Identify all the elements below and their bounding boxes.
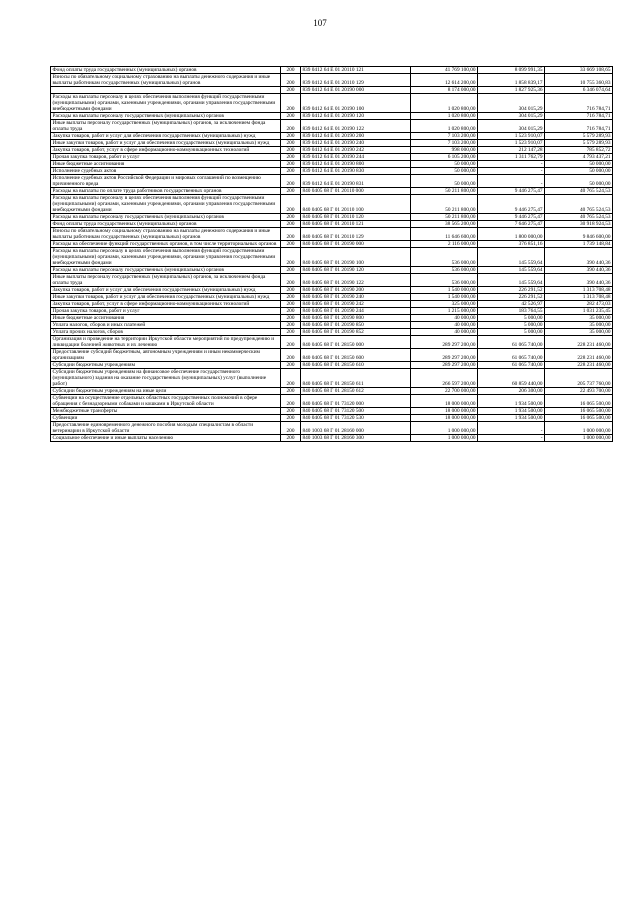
- row-name-cell: Предоставление единовременного денежного пособия молодым специалистам в области ветеринарии в Иркутской области: [51, 422, 281, 435]
- row-unexecuted-amount-cell: 716 784,71: [545, 94, 613, 113]
- row-approved-amount-cell: 41 769 100,00: [411, 67, 478, 74]
- row-approved-amount-cell: 7 103 200,00: [411, 140, 478, 147]
- row-name-cell: Иные закупки товаров, работ и услуг для обеспечения государственных (муниципальных) нужд: [51, 140, 281, 147]
- row-admin-code-cell: 200: [281, 274, 301, 287]
- row-unexecuted-amount-cell: 16 065 500,00: [545, 395, 613, 408]
- row-name-cell: Субсидии бюджетным учреждениям: [51, 362, 281, 369]
- row-executed-amount-cell: 1 934 500,00: [478, 415, 545, 422]
- row-name-cell: [51, 87, 281, 94]
- table-row: [51, 422, 613, 435]
- row-approved-amount-cell: 12 614 200,00: [411, 74, 478, 87]
- row-admin-code-cell: 200: [281, 294, 301, 301]
- row-name-cell: Закупка товаров, работ и услуг для обеспечения государственных (муниципальных) нужд: [51, 287, 281, 294]
- table-row: [51, 315, 613, 322]
- row-classification-code-cell: 839 0412 64 Е 01 20190 800: [301, 161, 411, 168]
- row-classification-code-cell: 839 0412 64 Е 01 20190 200: [301, 133, 411, 140]
- row-admin-code-cell: 200: [281, 241, 301, 248]
- row-classification-code-cell: 839 0412 64 Е 01 20190 240: [301, 140, 411, 147]
- table-row: [51, 267, 613, 274]
- row-unexecuted-amount-cell: 30 918 924,53: [545, 221, 613, 228]
- row-approved-amount-cell: 1 000 000,00: [411, 435, 478, 442]
- row-name-cell: Закупка товаров, работ, услуг в сфере информационно-коммуникационных технологий: [51, 147, 281, 154]
- table-row: [51, 147, 613, 154]
- row-classification-code-cell: 840 0405 68 Г 01 20190 852: [301, 329, 411, 336]
- row-approved-amount-cell: 50 211 800,00: [411, 195, 478, 214]
- table-row: [51, 228, 613, 241]
- row-admin-code-cell: 200: [281, 113, 301, 120]
- row-classification-code-cell: 840 0405 68 Г 01 73120 000: [301, 395, 411, 408]
- row-unexecuted-amount-cell: 785 852,72: [545, 147, 613, 154]
- row-classification-code-cell: 840 0405 68 Г 01 28150 611: [301, 369, 411, 388]
- row-executed-amount-cell: 7 646 275,47: [478, 221, 545, 228]
- row-classification-code-cell: 840 0405 68 Г 01 20190 850: [301, 322, 411, 329]
- table-row: [51, 308, 613, 315]
- row-admin-code-cell: 200: [281, 147, 301, 154]
- row-admin-code-cell: 200: [281, 221, 301, 228]
- row-approved-amount-cell: 7 103 200,00: [411, 133, 478, 140]
- row-approved-amount-cell: 289 297 200,00: [411, 362, 478, 369]
- row-executed-amount-cell: -: [478, 168, 545, 175]
- row-approved-amount-cell: 998 000,00: [411, 147, 478, 154]
- row-unexecuted-amount-cell: 390 440,36: [545, 274, 613, 287]
- table-row: [51, 94, 613, 113]
- row-approved-amount-cell: 1 020 800,00: [411, 94, 478, 113]
- row-admin-code-cell: 200: [281, 175, 301, 188]
- row-executed-amount-cell: 376 851,16: [478, 241, 545, 248]
- row-unexecuted-amount-cell: 33 669 108,65: [545, 67, 613, 74]
- row-admin-code-cell: 200: [281, 140, 301, 147]
- row-executed-amount-cell: 61 065 740,00: [478, 362, 545, 369]
- row-name-cell: Уплата прочих налогов, сборов: [51, 329, 281, 336]
- row-classification-code-cell: 840 0405 68 Г 01 73120 530: [301, 415, 411, 422]
- row-name-cell: Субвенции на осуществление отдельных областных государственных полномочий в сфере обращения с безнадзорными собаками и кошками в Иркутской области: [51, 395, 281, 408]
- row-admin-code-cell: 200: [281, 336, 301, 349]
- row-classification-code-cell: 840 0405 68 Г 01 20190 244: [301, 308, 411, 315]
- table-row: [51, 248, 613, 267]
- table-row: [51, 336, 613, 349]
- row-classification-code-cell: 840 0405 68 Г 01 20110 100: [301, 195, 411, 214]
- row-approved-amount-cell: 50 000,00: [411, 161, 478, 168]
- row-name-cell: Иные бюджетные ассигнования: [51, 315, 281, 322]
- table-row: [51, 287, 613, 294]
- table-row: [51, 175, 613, 188]
- row-admin-code-cell: 200: [281, 415, 301, 422]
- row-approved-amount-cell: 536 000,00: [411, 274, 478, 287]
- row-executed-amount-cell: 1 523 910,07: [478, 133, 545, 140]
- row-unexecuted-amount-cell: 16 065 500,00: [545, 408, 613, 415]
- row-classification-code-cell: 839 0412 64 Е 01 20110 121: [301, 67, 411, 74]
- row-approved-amount-cell: 1 540 000,00: [411, 287, 478, 294]
- row-approved-amount-cell: 18 000 000,00: [411, 415, 478, 422]
- row-name-cell: Расходы на выплаты персоналу в целях обеспечения выполнения функций государственными (муниципальными) органами, казенными учреждениями, органами управления государственными внебюджетными фондами: [51, 248, 281, 267]
- row-name-cell: Взносы по обязательному социальному страхованию на выплаты денежного содержания и иные выплаты работникам государственных (муниципальных) органов: [51, 74, 281, 87]
- row-unexecuted-amount-cell: 40 765 524,53: [545, 195, 613, 214]
- row-unexecuted-amount-cell: 228 231 460,00: [545, 362, 613, 369]
- row-executed-amount-cell: 145 559,64: [478, 274, 545, 287]
- row-unexecuted-amount-cell: 9 846 600,00: [545, 228, 613, 241]
- table-row: [51, 415, 613, 422]
- table-row: [51, 120, 613, 133]
- row-executed-amount-cell: -: [478, 435, 545, 442]
- row-executed-amount-cell: 145 559,64: [478, 248, 545, 267]
- row-executed-amount-cell: -: [478, 161, 545, 168]
- page-number: 107: [313, 18, 327, 28]
- row-classification-code-cell: 840 0405 68 Г 01 20190 122: [301, 274, 411, 287]
- table-row: [51, 369, 613, 388]
- row-executed-amount-cell: 226 291,52: [478, 294, 545, 301]
- row-executed-amount-cell: 304 015,29: [478, 113, 545, 120]
- budget-table-body: [51, 67, 613, 442]
- row-admin-code-cell: 200: [281, 322, 301, 329]
- row-approved-amount-cell: 40 000,00: [411, 329, 478, 336]
- row-admin-code-cell: 200: [281, 161, 301, 168]
- row-approved-amount-cell: 50 000,00: [411, 168, 478, 175]
- row-name-cell: Взносы по обязательному социальному страхованию на выплаты денежного содержания и иные выплаты работникам государственных (муниципальных) органов: [51, 228, 281, 241]
- row-unexecuted-amount-cell: 40 765 524,53: [545, 188, 613, 195]
- row-classification-code-cell: 840 0405 68 Г 01 20190 200: [301, 287, 411, 294]
- row-name-cell: Фонд оплаты труда государственных (муниципальных) органов: [51, 67, 281, 74]
- table-row: [51, 301, 613, 308]
- table-row: [51, 408, 613, 415]
- row-executed-amount-cell: 8 099 991,35: [478, 67, 545, 74]
- row-admin-code-cell: 200: [281, 315, 301, 322]
- row-classification-code-cell: 840 0405 68 Г 01 20110 000: [301, 188, 411, 195]
- row-name-cell: Расходы на обеспечение функций государственных органов, в том числе территориальных органов: [51, 241, 281, 248]
- row-unexecuted-amount-cell: 22 493 700,00: [545, 388, 613, 395]
- row-approved-amount-cell: 1 000 000,00: [411, 422, 478, 435]
- row-admin-code-cell: 200: [281, 349, 301, 362]
- row-unexecuted-amount-cell: 6 346 074,64: [545, 87, 613, 94]
- row-admin-code-cell: 200: [281, 94, 301, 113]
- row-classification-code-cell: 840 0405 68 Г 01 28150 610: [301, 362, 411, 369]
- row-admin-code-cell: 200: [281, 67, 301, 74]
- row-classification-code-cell: 840 0405 68 Г 01 20190 000: [301, 241, 411, 248]
- row-executed-amount-cell: 61 065 740,00: [478, 336, 545, 349]
- row-admin-code-cell: 200: [281, 87, 301, 94]
- row-admin-code-cell: 200: [281, 388, 301, 395]
- row-name-cell: Субсидии бюджетным учреждениям на финансовое обеспечение государственного (муниципального) задания на оказание государственных (муниципальных) услуг (выполнение работ): [51, 369, 281, 388]
- row-unexecuted-amount-cell: 1 031 235,45: [545, 308, 613, 315]
- row-unexecuted-amount-cell: 5 579 289,93: [545, 140, 613, 147]
- row-name-cell: Иные бюджетные ассигнования: [51, 161, 281, 168]
- row-name-cell: Субсидии бюджетным учреждениям на иные цели: [51, 388, 281, 395]
- table-row: [51, 322, 613, 329]
- row-classification-code-cell: 839 0412 64 Е 01 20190 122: [301, 120, 411, 133]
- row-name-cell: Предоставление субсидий бюджетным, автономным учреждениям и иным некоммерческим организациям: [51, 349, 281, 362]
- row-unexecuted-amount-cell: 716 784,71: [545, 113, 613, 120]
- row-name-cell: Расходы на выплаты персоналу в целях обеспечения выполнения функций государственными (муниципальными) органами, казенными учреждениями, органами управления государственными внебюджетными фондами: [51, 94, 281, 113]
- row-name-cell: Расходы на выплаты персоналу государственных (муниципальных) органов: [51, 214, 281, 221]
- row-name-cell: Расходы на выплаты персоналу государственных (муниципальных) органов: [51, 113, 281, 120]
- row-name-cell: Прочая закупка товаров, работ и услуг: [51, 154, 281, 161]
- row-unexecuted-amount-cell: 716 784,71: [545, 120, 613, 133]
- row-executed-amount-cell: 212 147,28: [478, 147, 545, 154]
- row-admin-code-cell: 200: [281, 369, 301, 388]
- row-admin-code-cell: 200: [281, 362, 301, 369]
- row-classification-code-cell: 840 0405 68 Г 01 20110 120: [301, 214, 411, 221]
- row-name-cell: Социальное обеспечение и иные выплаты населению: [51, 435, 281, 442]
- row-classification-code-cell: 840 0405 68 Г 01 20110 129: [301, 228, 411, 241]
- row-classification-code-cell: 839 0412 64 Е 01 20190 244: [301, 154, 411, 161]
- row-executed-amount-cell: 60 859 440,00: [478, 369, 545, 388]
- row-admin-code-cell: 200: [281, 168, 301, 175]
- row-name-cell: Прочая закупка товаров, работ и услуг: [51, 308, 281, 315]
- row-classification-code-cell: 840 0405 68 Г 01 20110 121: [301, 221, 411, 228]
- row-classification-code-cell: 840 0405 68 Г 01 20190 240: [301, 294, 411, 301]
- row-name-cell: Субвенции: [51, 415, 281, 422]
- row-approved-amount-cell: 11 646 600,00: [411, 228, 478, 241]
- row-unexecuted-amount-cell: 50 000,00: [545, 175, 613, 188]
- row-unexecuted-amount-cell: 5 579 289,93: [545, 133, 613, 140]
- row-approved-amount-cell: 38 565 200,00: [411, 221, 478, 228]
- row-approved-amount-cell: 40 000,00: [411, 322, 478, 329]
- row-approved-amount-cell: 289 297 200,00: [411, 349, 478, 362]
- row-admin-code-cell: 200: [281, 395, 301, 408]
- table-row: [51, 133, 613, 140]
- row-executed-amount-cell: 5 000,00: [478, 322, 545, 329]
- row-admin-code-cell: 200: [281, 195, 301, 214]
- row-admin-code-cell: 200: [281, 228, 301, 241]
- row-unexecuted-amount-cell: 282 473,03: [545, 301, 613, 308]
- table-row: [51, 362, 613, 369]
- row-unexecuted-amount-cell: 35 000,00: [545, 329, 613, 336]
- row-unexecuted-amount-cell: 4 793 437,21: [545, 154, 613, 161]
- row-classification-code-cell: 839 0412 64 Е 01 20190 830: [301, 168, 411, 175]
- table-row: [51, 395, 613, 408]
- row-executed-amount-cell: 206 300,00: [478, 388, 545, 395]
- row-executed-amount-cell: 226 291,52: [478, 287, 545, 294]
- row-unexecuted-amount-cell: 390 440,36: [545, 267, 613, 274]
- row-admin-code-cell: 200: [281, 422, 301, 435]
- row-approved-amount-cell: 8 174 000,00: [411, 87, 478, 94]
- row-approved-amount-cell: 40 000,00: [411, 315, 478, 322]
- row-name-cell: Фонд оплаты труда государственных (муниципальных) органов: [51, 221, 281, 228]
- row-approved-amount-cell: 266 597 200,00: [411, 369, 478, 388]
- row-classification-code-cell: 840 0405 68 Г 01 20190 120: [301, 267, 411, 274]
- row-classification-code-cell: 840 0405 68 Г 01 28150 000: [301, 336, 411, 349]
- row-admin-code-cell: 200: [281, 435, 301, 442]
- table-row: [51, 274, 613, 287]
- table-row: [51, 241, 613, 248]
- row-approved-amount-cell: 1 540 000,00: [411, 294, 478, 301]
- row-name-cell: Уплата налогов, сборов и иных платежей: [51, 322, 281, 329]
- row-admin-code-cell: 200: [281, 287, 301, 294]
- budget-table: [50, 66, 613, 442]
- row-classification-code-cell: 839 0412 64 Е 01 20190 242: [301, 147, 411, 154]
- table-row: [51, 188, 613, 195]
- row-admin-code-cell: 200: [281, 301, 301, 308]
- row-classification-code-cell: 840 0405 68 Г 01 73120 500: [301, 408, 411, 415]
- row-executed-amount-cell: 1 523 910,07: [478, 140, 545, 147]
- table-row: [51, 329, 613, 336]
- row-executed-amount-cell: 42 526,97: [478, 301, 545, 308]
- row-name-cell: Расходы на выплаты по оплате труда работников государственных органов: [51, 188, 281, 195]
- row-approved-amount-cell: 1 020 800,00: [411, 113, 478, 120]
- row-approved-amount-cell: 2 116 000,00: [411, 241, 478, 248]
- row-executed-amount-cell: 9 446 275,47: [478, 195, 545, 214]
- table-row: [51, 388, 613, 395]
- row-unexecuted-amount-cell: 10 755 360,83: [545, 74, 613, 87]
- row-unexecuted-amount-cell: 40 765 524,53: [545, 214, 613, 221]
- row-classification-code-cell: 840 1003 68 Г 01 28160 300: [301, 435, 411, 442]
- row-name-cell: Иные выплаты персоналу государственных (муниципальных) органов, за исключением фонда оплаты труда: [51, 120, 281, 133]
- row-unexecuted-amount-cell: 35 000,00: [545, 315, 613, 322]
- row-unexecuted-amount-cell: 1 313 708,48: [545, 294, 613, 301]
- row-admin-code-cell: 200: [281, 188, 301, 195]
- table-row: [51, 221, 613, 228]
- row-unexecuted-amount-cell: 1 313 708,48: [545, 287, 613, 294]
- table-row: [51, 140, 613, 147]
- row-executed-amount-cell: 5 000,00: [478, 315, 545, 322]
- table-row: [51, 74, 613, 87]
- table-row: [51, 195, 613, 214]
- row-classification-code-cell: 839 0412 64 Е 01 20190 831: [301, 175, 411, 188]
- row-name-cell: Расходы на выплаты персоналу государственных (муниципальных) органов: [51, 267, 281, 274]
- table-row: [51, 113, 613, 120]
- row-executed-amount-cell: 145 559,64: [478, 267, 545, 274]
- row-admin-code-cell: 200: [281, 308, 301, 315]
- table-row: [51, 214, 613, 221]
- row-admin-code-cell: 200: [281, 154, 301, 161]
- row-approved-amount-cell: 22 700 000,00: [411, 388, 478, 395]
- row-name-cell: Закупка товаров, работ, услуг в сфере информационно-коммуникационных технологий: [51, 301, 281, 308]
- row-approved-amount-cell: 536 000,00: [411, 248, 478, 267]
- row-executed-amount-cell: 1 800 000,00: [478, 228, 545, 241]
- row-classification-code-cell: 840 0405 68 Г 01 20190 800: [301, 315, 411, 322]
- row-unexecuted-amount-cell: 50 000,00: [545, 168, 613, 175]
- row-executed-amount-cell: 304 015,29: [478, 94, 545, 113]
- row-unexecuted-amount-cell: 1 000 000,00: [545, 422, 613, 435]
- row-executed-amount-cell: 304 015,29: [478, 120, 545, 133]
- row-unexecuted-amount-cell: 35 000,00: [545, 322, 613, 329]
- table-row: [51, 349, 613, 362]
- row-name-cell: Иные закупки товаров, работ и услуг для обеспечения государственных (муниципальных) нужд: [51, 294, 281, 301]
- table-row: [51, 294, 613, 301]
- row-unexecuted-amount-cell: 1 000 000,00: [545, 435, 613, 442]
- row-classification-code-cell: 840 0405 68 Г 01 20190 242: [301, 301, 411, 308]
- row-classification-code-cell: 839 0412 64 Е 01 20110 129: [301, 74, 411, 87]
- row-executed-amount-cell: 9 446 275,47: [478, 214, 545, 221]
- table-row: [51, 161, 613, 168]
- row-approved-amount-cell: 1 215 000,00: [411, 308, 478, 315]
- row-approved-amount-cell: 50 211 800,00: [411, 188, 478, 195]
- row-approved-amount-cell: 50 000,00: [411, 175, 478, 188]
- table-row: [51, 67, 613, 74]
- row-unexecuted-amount-cell: 1 739 148,84: [545, 241, 613, 248]
- row-admin-code-cell: 200: [281, 74, 301, 87]
- row-approved-amount-cell: 50 211 800,00: [411, 214, 478, 221]
- row-approved-amount-cell: 325 000,00: [411, 301, 478, 308]
- row-executed-amount-cell: 1 858 839,17: [478, 74, 545, 87]
- table-row: [51, 154, 613, 161]
- row-executed-amount-cell: 9 446 275,47: [478, 188, 545, 195]
- row-approved-amount-cell: 536 000,00: [411, 267, 478, 274]
- row-approved-amount-cell: 18 000 000,00: [411, 408, 478, 415]
- row-executed-amount-cell: 61 065 740,00: [478, 349, 545, 362]
- row-name-cell: Иные выплаты персоналу государственных (муниципальных) органов, за исключением фонда оплаты труда: [51, 274, 281, 287]
- row-unexecuted-amount-cell: 228 231 460,00: [545, 349, 613, 362]
- table-row: [51, 435, 613, 442]
- row-name-cell: Закупка товаров, работ и услуг для обеспечения государственных (муниципальных) нужд: [51, 133, 281, 140]
- row-admin-code-cell: 200: [281, 408, 301, 415]
- table-row: [51, 168, 613, 175]
- row-classification-code-cell: 840 0405 68 Г 01 28150 600: [301, 349, 411, 362]
- row-name-cell: Расходы на выплаты персоналу в целях обеспечения выполнения функций государственными (муниципальными) органами, казенными учреждениями, органами управления государственными внебюджетными фондами: [51, 195, 281, 214]
- row-classification-code-cell: 840 0405 68 Г 01 20190 100: [301, 248, 411, 267]
- row-name-cell: Межбюджетные трансферты: [51, 408, 281, 415]
- row-unexecuted-amount-cell: 228 231 460,00: [545, 336, 613, 349]
- row-name-cell: Исполнение судебных актов Российской Федерации и мировых соглашений по возмещению причиненного вреда: [51, 175, 281, 188]
- row-executed-amount-cell: 183 764,55: [478, 308, 545, 315]
- row-approved-amount-cell: 1 020 800,00: [411, 120, 478, 133]
- row-executed-amount-cell: 5 000,00: [478, 329, 545, 336]
- row-approved-amount-cell: 18 000 000,00: [411, 395, 478, 408]
- row-executed-amount-cell: 1 311 762,79: [478, 154, 545, 161]
- row-executed-amount-cell: 1 827 925,36: [478, 87, 545, 94]
- row-approved-amount-cell: 289 297 200,00: [411, 336, 478, 349]
- row-admin-code-cell: 200: [281, 329, 301, 336]
- row-admin-code-cell: 200: [281, 267, 301, 274]
- row-unexecuted-amount-cell: 205 737 760,00: [545, 369, 613, 388]
- row-executed-amount-cell: -: [478, 175, 545, 188]
- row-name-cell: Исполнение судебных актов: [51, 168, 281, 175]
- row-unexecuted-amount-cell: 50 000,00: [545, 161, 613, 168]
- row-unexecuted-amount-cell: 390 440,36: [545, 248, 613, 267]
- row-classification-code-cell: 840 0405 68 Г 01 28150 612: [301, 388, 411, 395]
- row-admin-code-cell: 200: [281, 120, 301, 133]
- row-executed-amount-cell: 1 934 500,00: [478, 395, 545, 408]
- row-name-cell: Организация и проведение на территории Иркутской области мероприятий по предупреждению и ликвидации болезней животных и их лечению: [51, 336, 281, 349]
- row-admin-code-cell: 200: [281, 214, 301, 221]
- row-classification-code-cell: 839 0412 64 Е 01 20190 120: [301, 113, 411, 120]
- row-classification-code-cell: 839 0412 64 Е 01 20190 000: [301, 87, 411, 94]
- row-admin-code-cell: 200: [281, 133, 301, 140]
- row-classification-code-cell: 839 0412 64 Е 01 20190 100: [301, 94, 411, 113]
- row-approved-amount-cell: 6 105 200,00: [411, 154, 478, 161]
- row-executed-amount-cell: -: [478, 422, 545, 435]
- table-row: [51, 87, 613, 94]
- row-classification-code-cell: 840 1003 68 Г 01 28160 000: [301, 422, 411, 435]
- row-executed-amount-cell: 1 934 500,00: [478, 408, 545, 415]
- row-admin-code-cell: 200: [281, 248, 301, 267]
- row-unexecuted-amount-cell: 16 065 500,00: [545, 415, 613, 422]
